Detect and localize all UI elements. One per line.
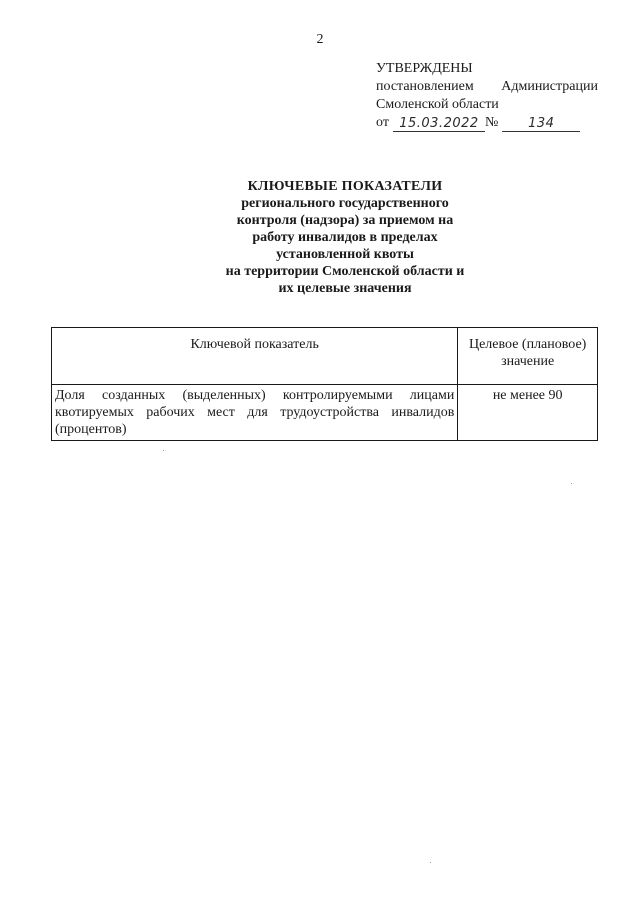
date-prefix: от <box>376 115 389 130</box>
indicators-table <box>51 327 598 441</box>
heading-line: контроля (надзора) за приемом на <box>236 213 454 228</box>
heading-line: на территории Смоленской области и <box>225 264 465 279</box>
indicator-cell: Доля созданных (выделенных) контролируемыми лицами квотируемых рабочих мест для трудоустройства инвалидов (процентов) <box>52 385 458 441</box>
handwritten-date: 15.03.2022 <box>393 116 485 132</box>
number-sign: № <box>484 115 499 130</box>
heading-line: установленной квоты <box>276 247 414 262</box>
heading-line: регионального государственного <box>241 196 449 211</box>
approval-title: УТВЕРЖДЕНЫ <box>376 61 473 76</box>
header-target-value: Целевое (плановое) значение <box>458 328 598 385</box>
heading-line: их целевые значения <box>278 281 412 296</box>
table-row <box>52 385 598 441</box>
document-heading <box>180 178 510 297</box>
approval-region: Смоленской области <box>376 97 499 112</box>
scan-speck <box>430 862 431 863</box>
table-header-row <box>52 328 598 385</box>
scan-speck <box>163 450 164 451</box>
target-value-cell: не менее 90 <box>458 385 598 441</box>
approval-date-row <box>376 114 598 132</box>
approval-administration-word: Администрации <box>501 79 598 94</box>
handwritten-number: 134 <box>502 116 580 132</box>
heading-line: работу инвалидов в пределах <box>252 230 438 245</box>
approval-line-1 <box>376 78 598 96</box>
approval-decree-word: постановлением <box>376 79 474 94</box>
scan-speck <box>571 483 572 484</box>
header-indicator: Ключевой показатель <box>52 328 458 385</box>
approval-block <box>376 60 598 132</box>
document-title: КЛЮЧЕВЫЕ ПОКАЗАТЕЛИ <box>247 179 443 194</box>
page-number: 2 <box>316 32 324 47</box>
